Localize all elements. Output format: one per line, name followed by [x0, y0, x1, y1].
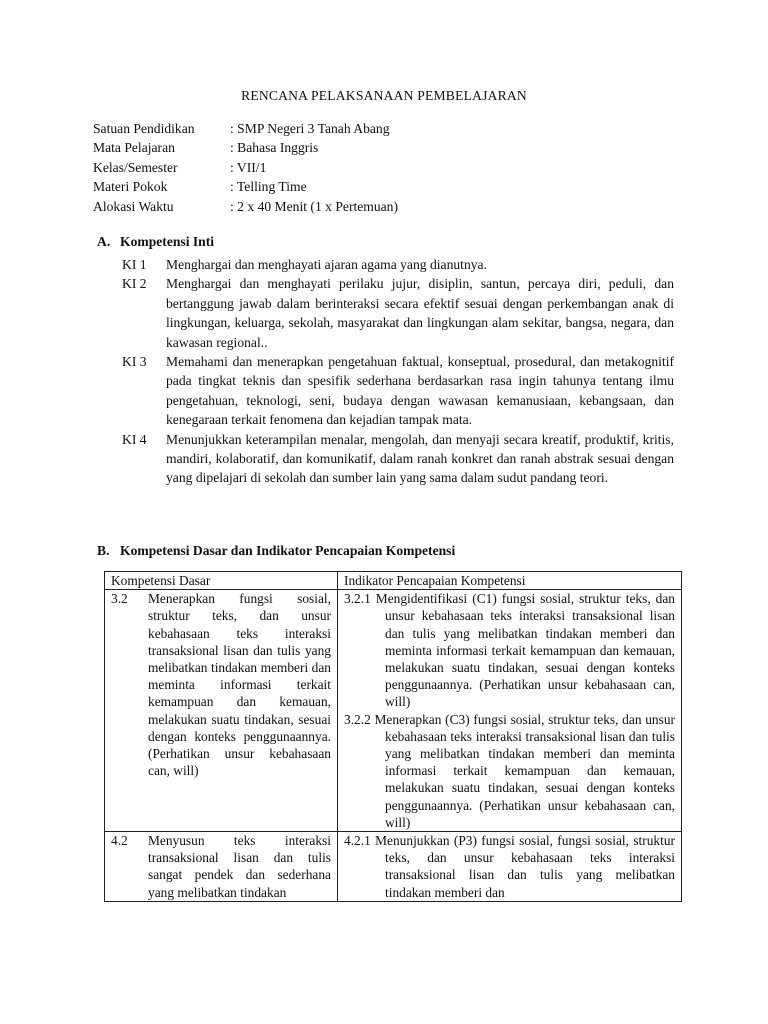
column-header-kompetensi-dasar: Kompetensi Dasar: [105, 572, 338, 590]
info-label: Materi Pokok: [93, 179, 168, 195]
ki-text: Menghargai dan menghayati perilaku jujur, disiplin, santun, percaya diri, peduli, dan bertanggung jawab dalam berinteraksi secara efektif sesuai dengan perkembangan anak di lingkungan, keluarga, sekolah, masyarakat dan lingkungan alam sekitar, bangsa, negara, dan kawasan regional..: [166, 276, 674, 350]
indicator-cell: [338, 832, 682, 902]
ki-text: Menunjukkan keterampilan menalar, mengolah, dan menyaji secara kreatif, produktif, kritis, mandiri, kolaboratif, dan komunikatif, dalam ranah konkret dan ranah abstrak sesuai dengan yang dipelajari di sekolah dan sumber lain yang sama dalam sudut pandang teori.: [166, 431, 674, 486]
kd-text: Menerapkan fungsi sosial, struktur teks, dan unsur kebahasaan teks interaksi transaksional lisan dan tulis yang melibatkan tindakan memberi dan meminta informasi terkait kemampuan dan kemauan, melakukan suatu tindakan, sesuai dengan konteks penggunaannya. (Perhatikan unsur kebahasaan can, will): [148, 591, 331, 779]
info-value: : SMP Negeri 3 Tanah Abang: [230, 121, 390, 136]
indicator-text: Menerapkan (C3) fungsi sosial, struktur teks, dan unsur kebahasaan teks interaksi transaksional lisan dan tulis yang melibatkan tindakan memberi dan meminta informasi terkait kemampuan dan kemauan, melakukan suatu tindakan, sesuai dengan konteks penggunaannya. (Perhatikan unsur kebahasaan can, will): [374, 711, 675, 830]
info-label: Satuan Pendidikan: [93, 121, 195, 136]
kd-item: [111, 832, 331, 901]
kd-number: 3.2: [111, 591, 128, 607]
indicator-cell: [338, 590, 682, 832]
info-label: Alokasi Waktu: [93, 198, 174, 214]
indicator-text: Mengidentifikasi (C1) fungsi sosial, struktur teks, dan unsur kebahasaan teks interaksi transaksional lisan dan tulis yang melibatkan tindakan memberi dan meminta informasi terkait kemampuan dan kemauan, melakukan suatu tindakan, sesuai dengan konteks penggunaannya. (Perhatikan unsur kebahasaan can, will): [375, 591, 675, 710]
indicator-number: 3.2.1: [344, 591, 371, 607]
indicator-text: Menunjukkan (P3) fungsi sosial, fungsi sosial, struktur teks, dan unsur kebahasaan teks interaksi transaksional lisan dan tulis yang melibatkan tindakan memberi dan: [375, 833, 675, 900]
info-value: : 2 x 40 Menit (1 x Pertemuan): [230, 198, 399, 214]
table-row: [105, 832, 682, 902]
info-row: [93, 177, 398, 196]
kd-number: 4.2: [111, 833, 128, 849]
ki-code: KI 4: [122, 431, 147, 447]
document-title: RENCANA PELAKSANAAN PEMBELAJARAN: [241, 88, 527, 103]
info-row: [93, 119, 398, 138]
list-item: [122, 274, 674, 352]
info-value: : Telling Time: [230, 179, 307, 195]
list-item: [122, 430, 674, 488]
kompetensi-inti-list: [122, 255, 674, 488]
section-number: B.: [97, 543, 110, 558]
info-label: Mata Pelajaran: [93, 140, 175, 156]
indicator-item: [344, 711, 675, 831]
kd-text: Menyusun teks interaksi transaksional lisan dan tulis sangat pendek dan sederhana yang melibatkan tindakan: [148, 833, 331, 900]
list-item: [122, 255, 674, 274]
table-header-row: [105, 572, 682, 590]
kd-item: [111, 590, 331, 779]
identity-block: [93, 119, 398, 216]
section-b-heading: [97, 543, 455, 559]
table-row: [105, 590, 682, 832]
indicator-item: [344, 590, 675, 710]
info-row: [93, 197, 398, 216]
section-title: Kompetensi Dasar dan Indikator Pencapaian Kompetensi: [120, 543, 456, 558]
kd-cell: [105, 832, 338, 902]
indicator-number: 3.2.2: [344, 711, 371, 727]
info-value: : Bahasa Inggris: [230, 140, 319, 156]
ki-code: KI 2: [122, 276, 147, 292]
kd-cell: [105, 590, 338, 832]
ki-code: KI 1: [122, 257, 147, 272]
list-item: [122, 352, 674, 430]
indicator-item: [344, 832, 675, 901]
section-title: Kompetensi Inti: [120, 234, 215, 249]
column-header-indikator: Indikator Pencapaian Kompetensi: [338, 572, 682, 590]
indicator-number: 4.2.1: [344, 833, 371, 849]
competency-table: [104, 571, 682, 902]
info-row: [93, 158, 398, 177]
info-label: Kelas/Semester: [93, 159, 178, 175]
section-a-heading: [97, 234, 214, 250]
section-number: A.: [97, 234, 111, 249]
info-row: [93, 138, 398, 157]
ki-text: Memahami dan menerapkan pengetahuan faktual, konseptual, prosedural, dan metakognitif pada tingkat teknis dan spesifik sederhana berdasarkan rasa ingin tahunya tentang ilmu pengetahuan, teknologi, seni, budaya dengan wawasan kemanusiaan, kebangsaan, dan kenegaraan terkait fenomena dan kejadian tampak mata.: [166, 354, 674, 428]
info-value: : VII/1: [230, 159, 267, 175]
ki-text: Menghargai dan menghayati ajaran agama yang dianutnya.: [166, 257, 487, 272]
ki-code: KI 3: [122, 354, 147, 370]
